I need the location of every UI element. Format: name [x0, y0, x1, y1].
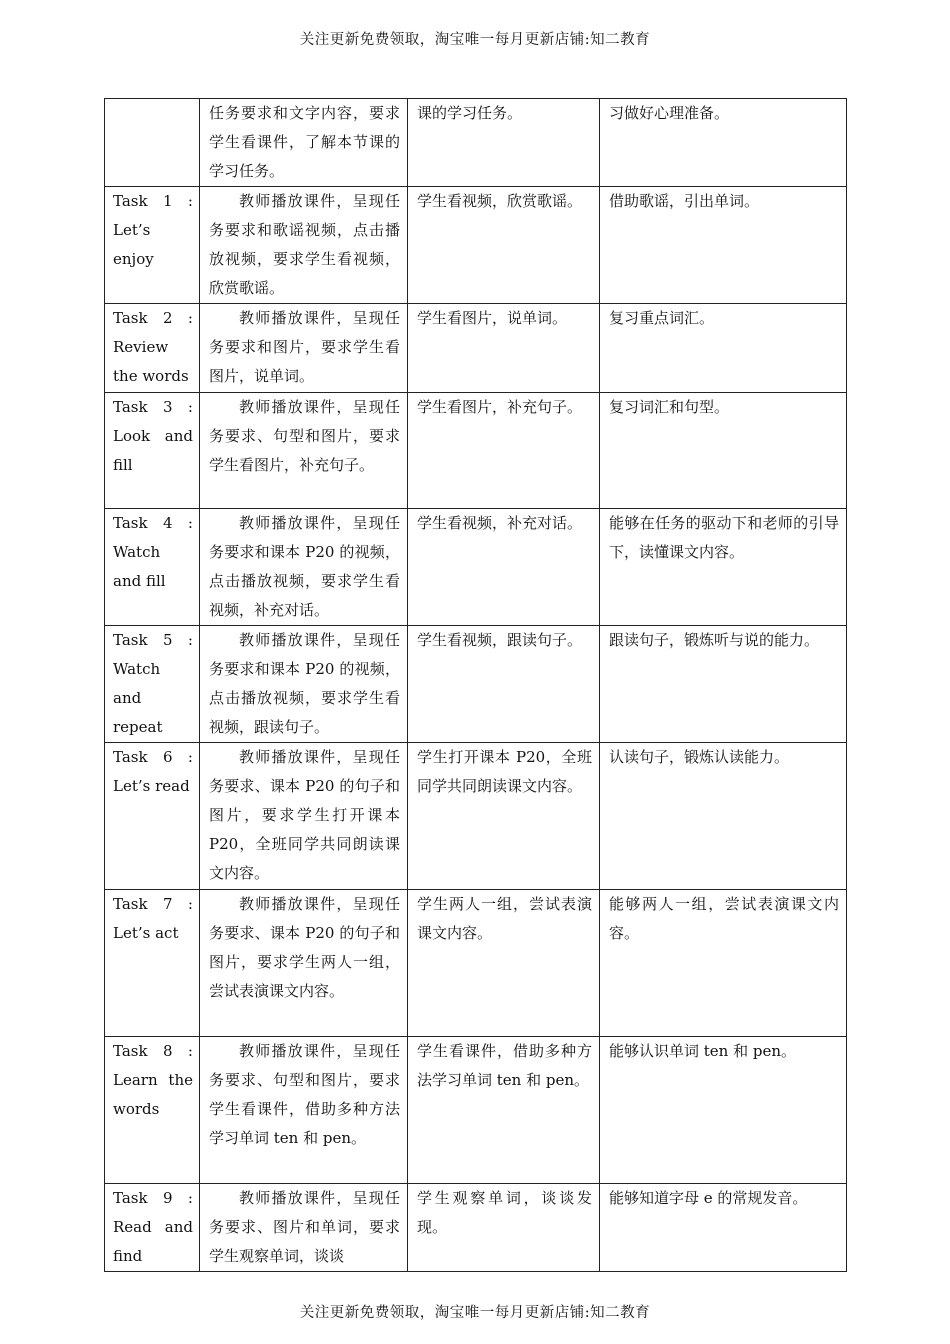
teacher-activity-text: 教师播放课件，呈现任务要求和歌谣视频，点击播放视频，要求学生看视频，欣赏歌谣。	[209, 192, 400, 297]
student-activity-cell: 学生看视频，欣赏歌谣。	[408, 187, 600, 304]
student-activity-cell: 课的学习任务。	[408, 99, 600, 187]
teacher-activity-cell	[200, 187, 408, 304]
purpose-cell: 习做好心理准备。	[600, 99, 847, 187]
teacher-activity-text: 教师播放课件，呈现任务要求和课本 P20 的视频，点击播放视频，要求学生看视频，跟读句子。	[209, 631, 400, 736]
table-row	[105, 890, 847, 1037]
table-row	[105, 743, 847, 890]
purpose-cell: 复习词汇和句型。	[600, 393, 847, 509]
teacher-activity-text: 教师播放课件，呈现任务要求、课本 P20 的句子和图片，要求学生打开课本 P20，全班同学共同朗读课文内容。	[209, 748, 400, 882]
task-cell: Task 6 : Let’s read	[105, 743, 200, 890]
task-cell	[105, 99, 200, 187]
table-row	[105, 509, 847, 626]
table-row	[105, 626, 847, 743]
purpose-cell: 复习重点词汇。	[600, 304, 847, 393]
task-cell: Task 5 : Watch and repeat	[105, 626, 200, 743]
task-cell: Task 7 : Let’s act	[105, 890, 200, 1037]
teacher-activity-cell	[200, 304, 408, 393]
purpose-cell: 认读句子，锻炼认读能力。	[600, 743, 847, 890]
student-activity-cell: 学生看课件，借助多种方法学习单词 ten 和 pen。	[408, 1037, 600, 1184]
purpose-cell: 跟读句子，锻炼听与说的能力。	[600, 626, 847, 743]
teacher-activity-text: 教师播放课件，呈现任务要求、句型和图片，要求学生看课件，借助多种方法学习单词 ten 和 pen。	[209, 1042, 400, 1147]
teacher-activity-text: 教师播放课件，呈现任务要求和课本 P20 的视频，点击播放视频，要求学生看视频，补充对话。	[209, 514, 400, 619]
teacher-activity-cell	[200, 1184, 408, 1272]
student-activity-cell: 学生两人一组，尝试表演课文内容。	[408, 890, 600, 1037]
purpose-cell: 能够知道字母 e 的常规发音。	[600, 1184, 847, 1272]
purpose-cell: 能够两人一组，尝试表演课文内容。	[600, 890, 847, 1037]
student-activity-cell: 学生看图片，补充句子。	[408, 393, 600, 509]
task-cell: Task 8 : Learn the words	[105, 1037, 200, 1184]
table-row	[105, 304, 847, 393]
task-cell: Task 9 : Read and find	[105, 1184, 200, 1272]
task-cell: Task 2 : Review the words	[105, 304, 200, 393]
table-row	[105, 1037, 847, 1184]
teacher-activity-text: 教师播放课件，呈现任务要求、课本 P20 的句子和图片，要求学生两人一组，尝试表演课文内容。	[209, 895, 400, 1000]
lesson-plan-table	[104, 98, 847, 1272]
purpose-cell: 能够在任务的驱动下和老师的引导下，读懂课文内容。	[600, 509, 847, 626]
table-row	[105, 99, 847, 187]
teacher-activity-cell: 任务要求和文字内容，要求学生看课件，了解本节课的学习任务。	[200, 99, 408, 187]
table-row	[105, 187, 847, 304]
teacher-activity-text: 教师播放课件，呈现任务要求、句型和图片，要求学生看图片，补充句子。	[209, 398, 400, 474]
purpose-cell: 能够认识单词 ten 和 pen。	[600, 1037, 847, 1184]
student-activity-cell: 学生看图片，说单词。	[408, 304, 600, 393]
table-row	[105, 1184, 847, 1272]
student-activity-cell: 学生看视频，补充对话。	[408, 509, 600, 626]
teacher-activity-cell	[200, 743, 408, 890]
table-row	[105, 393, 847, 509]
page-header: 关注更新免费领取，淘宝唯一每月更新店铺:知二教育	[299, 32, 651, 48]
task-cell: Task 1 : Let’s enjoy	[105, 187, 200, 304]
purpose-cell: 借助歌谣，引出单词。	[600, 187, 847, 304]
student-activity-cell: 学生观察单词，谈谈发现。	[408, 1184, 600, 1272]
student-activity-cell: 学生打开课本 P20，全班同学共同朗读课文内容。	[408, 743, 600, 890]
teacher-activity-text: 教师播放课件，呈现任务要求和图片，要求学生看图片，说单词。	[209, 309, 400, 385]
task-cell: Task 3 : Look and fill	[105, 393, 200, 509]
task-cell: Task 4 : Watch and fill	[105, 509, 200, 626]
teacher-activity-cell	[200, 1037, 408, 1184]
teacher-activity-cell	[200, 626, 408, 743]
teacher-activity-cell	[200, 393, 408, 509]
teacher-activity-cell	[200, 890, 408, 1037]
teacher-activity-cell	[200, 509, 408, 626]
page-footer: 关注更新免费领取，淘宝唯一每月更新店铺:知二教育	[299, 1305, 651, 1321]
student-activity-cell: 学生看视频，跟读句子。	[408, 626, 600, 743]
teacher-activity-text: 教师播放课件，呈现任务要求、图片和单词，要求学生观察单词，谈谈	[209, 1189, 400, 1265]
